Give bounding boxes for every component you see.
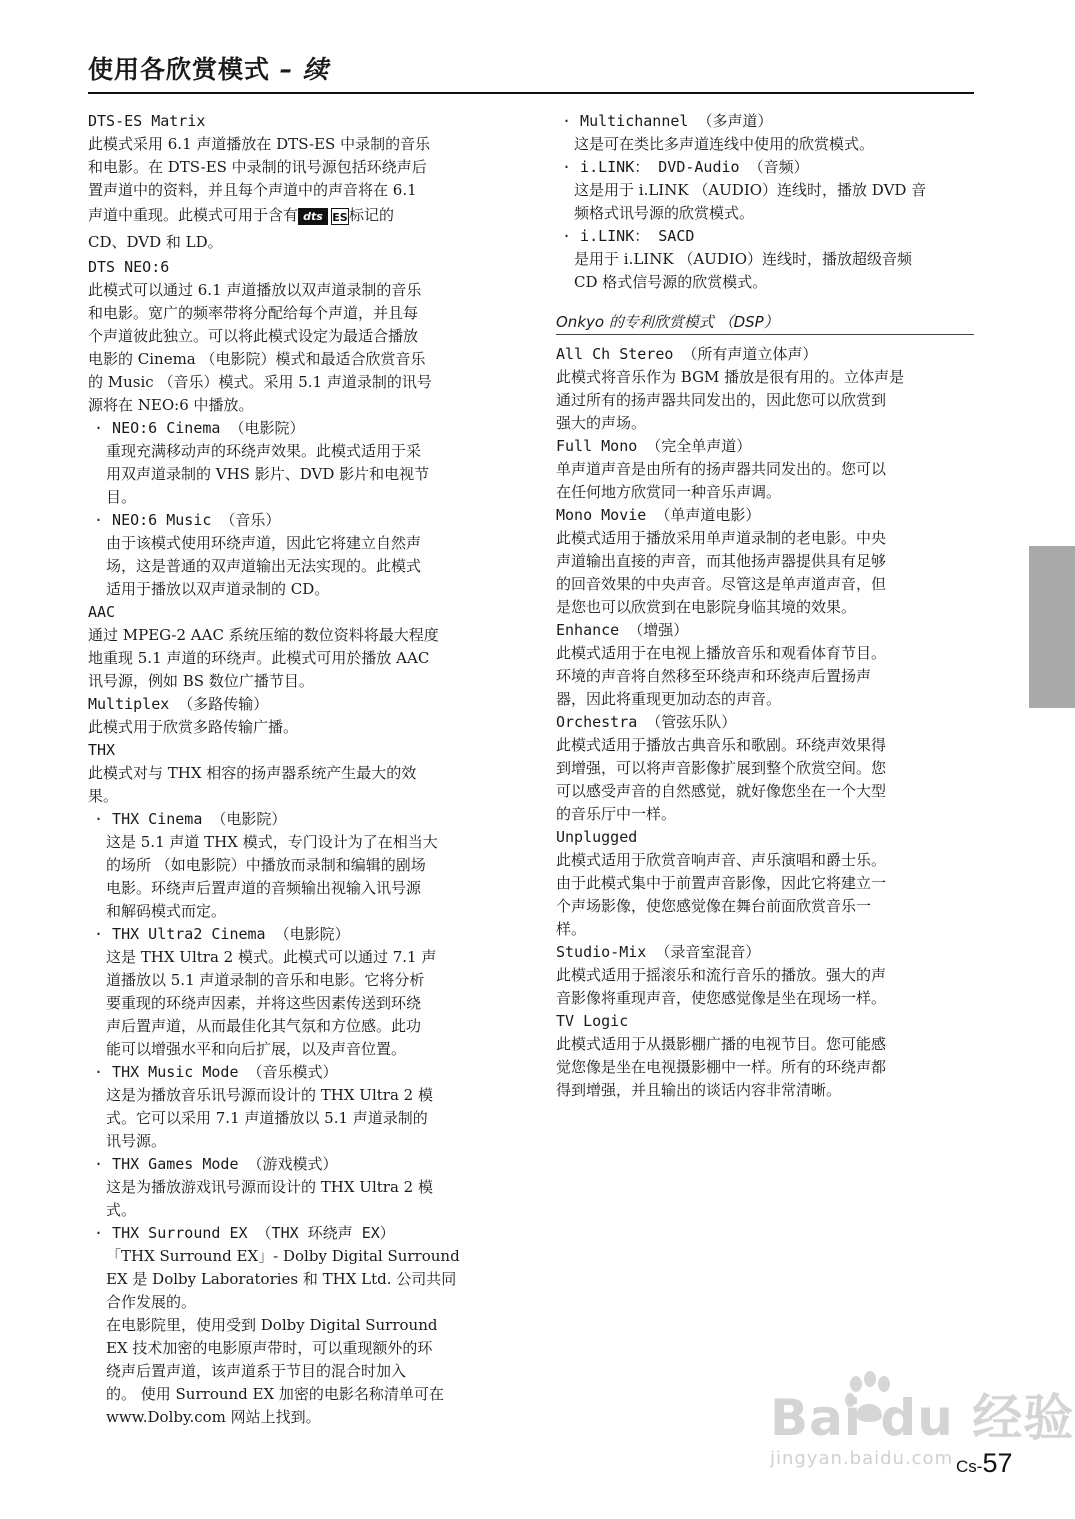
body-line: 式。它可以采用 7.1 声道播放以 5.1 声道录制的 — [106, 1109, 428, 1127]
chapter-side-tab — [1029, 546, 1075, 708]
section-thx — [88, 739, 506, 1429]
subsection-ilink-sacd — [556, 225, 974, 294]
body-line: 的回音效果的中央声音。尽管这是单声道声音，但 — [556, 575, 887, 593]
body-line: CD 格式信号源的欣赏模式。 — [574, 273, 768, 291]
mode-full-mono — [556, 435, 974, 504]
subsection-neo6-cinema — [88, 417, 506, 509]
es-logo-mark: ES — [331, 208, 349, 225]
body-line: 这是用于 i.LINK （AUDIO）连线时，播放 DVD 音 — [574, 181, 927, 199]
body-line: 由于此模式集中于前置声音影像，因此它将建立一 — [556, 874, 887, 892]
body-line: 式。 — [106, 1201, 137, 1219]
section-heading: Studio-Mix （录音室混音） — [556, 943, 761, 961]
subsection-heading: · i.LINK： SACD — [562, 227, 695, 245]
body-line: 环境的声音将自然移至环绕声和环绕声后置扬声 — [556, 667, 872, 685]
body-line: 此模式可以通过 6.1 声道播放以双声道录制的音乐 — [88, 281, 422, 299]
body-line: 可以感受声音的自然感觉，就好像您坐在一个大型 — [556, 782, 887, 800]
continued-mark: – 续 — [270, 55, 329, 84]
body-line: 得到增强，并且输出的谈话内容非常清晰。 — [556, 1081, 842, 1099]
body-line: 音影像将重现声音，使您感觉像是坐在现场一样。 — [556, 989, 887, 1007]
subsection-thx-games-mode — [88, 1153, 506, 1222]
body-line: www.Dolby.com 网站上找到。 — [106, 1408, 321, 1426]
body-line: 地重现 5.1 声道的环绕声。此模式可用於播放 AAC — [88, 649, 430, 667]
subsection-ilink-dvd-audio — [556, 156, 974, 225]
body-line: 合作发展的。 — [106, 1293, 197, 1311]
body-line: 能可以增强水平和向后扩展，以及声音位置。 — [106, 1040, 407, 1058]
section-heading: AAC — [88, 603, 116, 621]
body-line: 这是 5.1 声道 THX 模式，专门设计为了在相当大 — [106, 833, 438, 851]
subsection-heading: · THX Games Mode （游戏模式） — [94, 1155, 338, 1173]
body-line: 此模式适用于播放古典音乐和歌剧。环绕声效果得 — [556, 736, 887, 754]
body-line: 「THX Surround EX」- Dolby Digital Surround — [106, 1247, 460, 1265]
logo-line-suffix: 标记的 — [349, 206, 395, 224]
body-line: 场，这是普通的双声道输出无法实现的。此模式 — [106, 557, 422, 575]
right-column — [556, 110, 974, 1102]
body-line-with-logo — [88, 202, 506, 229]
body-line: 源将在 NEO:6 中播放。 — [88, 396, 254, 414]
body-line: 个声场影像，使您感觉像在舞台前面欣赏音乐一 — [556, 897, 872, 915]
body-line: 的场所 （如电影院）中播放而录制和编辑的剧场 — [106, 856, 426, 874]
body-line: 讯号源。 — [106, 1132, 167, 1150]
body-line: 此模式适用于摇滚乐和流行音乐的播放。强大的声 — [556, 966, 887, 984]
body-line: 通过所有的扬声器共同发出的，因此您可以欣赏到 — [556, 391, 887, 409]
section-heading: Enhance （增强） — [556, 621, 689, 639]
subsection-thx-ultra2-cinema — [88, 923, 506, 1061]
body-line: CD、DVD 和 LD。 — [88, 233, 223, 251]
body-line: 要重现的环绕声因素，并将这些因素传送到环绕 — [106, 994, 422, 1012]
dts-es-logo — [298, 208, 349, 225]
subsection-thx-cinema — [88, 808, 506, 923]
section-heading: Full Mono （完全单声道） — [556, 437, 752, 455]
body-line: 电影。环绕声后置声道的音频输出视输入讯号源 — [106, 879, 422, 897]
body-line: 由于该模式使用环绕声道，因此它将建立自然声 — [106, 534, 422, 552]
subsection-heading: · i.LINK： DVD-Audio （音频） — [562, 158, 809, 176]
mode-unplugged — [556, 826, 974, 941]
body-line: 觉您像是坐在电视摄影棚中一样。所有的环绕声都 — [556, 1058, 887, 1076]
body-line: 适用于播放以双声道录制的 CD。 — [106, 580, 330, 598]
body-line: 和电影。宽广的频率带将分配给每个声道，并且每 — [88, 304, 419, 322]
body-line: 这是 THX Ultra 2 模式。此模式可以通过 7.1 声 — [106, 948, 437, 966]
body-line: 电影的 Cinema （电影院）模式和最适合欣赏音乐 — [88, 350, 426, 368]
body-line: 样。 — [556, 920, 587, 938]
body-line: 绕声后置声道，该声道系于节目的混合时加入 — [106, 1362, 407, 1380]
body-line: 单声道声音是由所有的扬声器共同发出的。您可以 — [556, 460, 887, 478]
page-header — [88, 50, 974, 94]
body-line: 通过 MPEG-2 AAC 系统压缩的数位资料将最大程度 — [88, 626, 439, 644]
body-line: 目。 — [106, 488, 137, 506]
body-line: 强大的声场。 — [556, 414, 647, 432]
body-line: 置声道中的资料，并且每个声道中的声音将在 6.1 — [88, 181, 417, 199]
body-line: 此模式适用于欣赏音响声音、声乐演唱和爵士乐。 — [556, 851, 887, 869]
body-line: 和解码模式而定。 — [106, 902, 227, 920]
subsection-heading: · Multichannel （多声道） — [562, 112, 773, 130]
section-multiplex — [88, 693, 506, 739]
body-line: 器，因此将重现更加动态的声音。 — [556, 690, 782, 708]
subsection-heading: · NEO:6 Cinema （电影院） — [94, 419, 305, 437]
mode-tv-logic — [556, 1010, 974, 1102]
body-line: 在电影院里，使用受到 Dolby Digital Surround — [106, 1316, 438, 1334]
body-line: EX 技术加密的电影原声带时，可以重现额外的环 — [106, 1339, 433, 1357]
subsection-multichannel — [556, 110, 974, 156]
section-heading: DTS-ES Matrix — [88, 112, 206, 130]
body-line: 此模式适用于播放采用单声道录制的老电影。中央 — [556, 529, 887, 547]
body-line: EX 是 Dolby Laboratories 和 THX Ltd. 公司共同 — [106, 1270, 457, 1288]
body-line: 到增强，可以将声音影像扩展到整个欣赏空间。您 — [556, 759, 887, 777]
body-line: 这是为播放音乐讯号源而设计的 THX Ultra 2 模 — [106, 1086, 433, 1104]
body-line: 频格式讯号源的欣赏模式。 — [574, 204, 755, 222]
subsection-thx-surround-ex — [88, 1222, 506, 1429]
subsection-heading: · THX Cinema （电影院） — [94, 810, 287, 828]
body-line: 此模式用于欣赏多路传输广播。 — [88, 718, 299, 736]
subsection-heading: · THX Surround EX （THX 环绕声 EX） — [94, 1224, 395, 1242]
mode-enhance — [556, 619, 974, 711]
section-heading: All Ch Stereo （所有声道立体声） — [556, 345, 818, 363]
logo-line-text: 声道中重现。此模式可用于含有 — [88, 206, 299, 224]
body-line: 的 Music （音乐）模式。采用 5.1 声道录制的讯号 — [88, 373, 432, 391]
section-heading: THX — [88, 741, 116, 759]
body-line: 此模式将音乐作为 BGM 播放是很有用的。立体声是 — [556, 368, 905, 386]
subsection-heading: · THX Music Mode （音乐模式） — [94, 1063, 338, 1081]
page-number-prefix: Cs- — [956, 1457, 983, 1476]
body-line: 个声道彼此独立。可以将此模式设定为最适合播放 — [88, 327, 419, 345]
body-line: 此模式采用 6.1 声道播放在 DTS-ES 中录制的音乐 — [88, 135, 431, 153]
left-column — [88, 110, 506, 1429]
section-aac — [88, 601, 506, 693]
page-number-value: 57 — [982, 1448, 1013, 1478]
watermark-url: jingyan.baidu.com — [770, 1448, 954, 1469]
body-line: 是用于 i.LINK （AUDIO）连线时，播放超级音频 — [574, 250, 913, 268]
dts-logo-mark: dts — [298, 208, 328, 225]
mode-studio-mix — [556, 941, 974, 1010]
body-line: 果。 — [88, 787, 119, 805]
mode-mono-movie — [556, 504, 974, 619]
body-line: 道播放以 5.1 声道录制的音乐和电影。它将分析 — [106, 971, 425, 989]
section-heading: Unplugged — [556, 828, 638, 846]
body-line: 是您也可以欣赏到在电影院身临其境的效果。 — [556, 598, 857, 616]
body-line: 的。 使用 Surround EX 加密的电影名称清单可在 — [106, 1385, 444, 1403]
section-heading: DTS NEO:6 — [88, 258, 170, 276]
dsp-section-title: Onkyo 的专利欣赏模式 （DSP） — [556, 310, 974, 335]
body-line: 声后置声道，从而最佳化其气氛和方位感。此功 — [106, 1017, 422, 1035]
section-heading: Orchestra （管弦乐队） — [556, 713, 737, 731]
section-dts-neo6 — [88, 256, 506, 601]
body-line: 此模式适用于从摄影棚广播的电视节目。您可能感 — [556, 1035, 887, 1053]
watermark-brand: Bai du 经验 — [770, 1389, 1075, 1447]
body-line: 在任何地方欣赏同一种音乐声调。 — [556, 483, 782, 501]
section-heading: TV Logic — [556, 1012, 629, 1030]
body-line: 这是可在类比多声道连线中使用的欣赏模式。 — [574, 135, 875, 153]
body-line: 讯号源，例如 BS 数位广播节目。 — [88, 672, 314, 690]
section-heading: Multiplex （多路传输） — [88, 695, 269, 713]
body-line: 此模式对与 THX 相容的扬声器系统产生最大的效 — [88, 764, 417, 782]
mode-all-ch-stereo — [556, 343, 974, 435]
subsection-heading: · THX Ultra2 Cinema （电影院） — [94, 925, 350, 943]
body-line: 和电影。在 DTS-ES 中录制的讯号源包括环绕声后 — [88, 158, 427, 176]
page-title: 使用各欣赏模式 – 续 — [88, 55, 329, 84]
body-line: 重现充满移动声的环绕声效果。此模式适用于采 — [106, 442, 422, 460]
body-line: 这是为播放游戏讯号源而设计的 THX Ultra 2 模 — [106, 1178, 433, 1196]
body-line: 此模式适用于在电视上播放音乐和观看体育节目。 — [556, 644, 887, 662]
body-line: 用双声道录制的 VHS 影片、DVD 影片和电视节 — [106, 465, 430, 483]
mode-orchestra — [556, 711, 974, 826]
section-heading: Mono Movie （单声道电影） — [556, 506, 761, 524]
subsection-neo6-music — [88, 509, 506, 601]
body-line: 声道输出直接的声音，而其他扬声器提供具有足够 — [556, 552, 887, 570]
subsection-heading: · NEO:6 Music （音乐） — [94, 511, 281, 529]
page-number — [956, 1448, 1013, 1479]
section-dts-es-matrix — [88, 110, 506, 256]
subsection-thx-music-mode — [88, 1061, 506, 1153]
body-line: 的音乐厅中一样。 — [556, 805, 677, 823]
